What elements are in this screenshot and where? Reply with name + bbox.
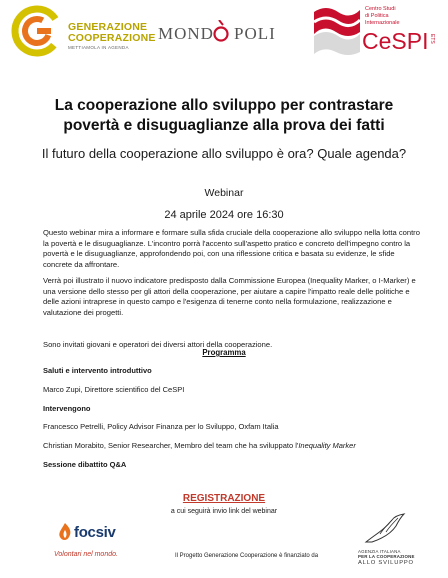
aics-line1: AGENZIA ITALIANA: [358, 549, 401, 554]
generazione-cooperazione-logo: [10, 4, 156, 56]
cespi-flag-icon: [310, 2, 362, 56]
aics-logo: [350, 512, 430, 574]
generazione-line2: COOPERAZIONE: [68, 32, 156, 44]
programma-speaker-morabito: [43, 441, 356, 450]
programma-saluti: Saluti e intervento introduttivo: [43, 366, 152, 375]
generazione-line1: GENERAZIONE: [68, 21, 148, 33]
event-date: 24 aprile 2024 ore 16:30: [164, 209, 284, 221]
cespi-fullname-line1: Centro Studi: [365, 6, 396, 12]
main-title-line1: La cooperazione allo sviluppo per contrastare: [54, 97, 394, 114]
header: [0, 0, 448, 62]
programma-intervengono: Intervengono: [43, 404, 91, 413]
mondopoli-right: POLI: [234, 24, 276, 43]
cespi-fullname-line3: Internazionale: [365, 20, 400, 26]
generazione-g-icon: [10, 4, 64, 58]
cespi-fullname: [365, 6, 400, 27]
focsiv-tagline: Volontari nel mondo.: [54, 551, 118, 558]
programma-heading: Programma: [202, 348, 246, 357]
aics-bird-icon: [362, 512, 408, 546]
mondopoli-logo: [158, 18, 278, 48]
cespi-name: CeSPI: [362, 28, 429, 54]
focsiv-flame-icon: [56, 522, 74, 544]
morabito-text: Christian Morabito, Senior Researcher, Membro del team che ha sviluppato l': [43, 441, 299, 450]
main-title-line2: povertà e disuguaglianze alla prova dei fatti: [63, 117, 385, 134]
event-type: Webinar: [204, 187, 244, 199]
cespi-logo: [310, 2, 445, 58]
inequality-marker-text: Inequality Marker: [298, 441, 356, 450]
programma-speaker-petrelli: Francesco Petrelli, Policy Advisor Finanza per lo Sviluppo, Oxfam Italia: [43, 422, 279, 431]
registration-note: a cui seguirà invio link del webinar: [170, 508, 278, 515]
programma-speaker-zupi: Marco Zupi, Direttore scientifico del CeSPI: [43, 385, 185, 394]
programma-sessione: Sessione dibattito Q&A: [43, 460, 127, 469]
subtitle: Il futuro della cooperazione allo sviluppo è ora? Quale agenda?: [41, 146, 407, 161]
aics-line2: PER LA COOPERAZIONE: [358, 554, 415, 559]
registration-link[interactable]: REGISTRAZIONE: [182, 493, 266, 504]
generazione-tagline: METTIAMOLA IN AGENDA: [68, 45, 129, 50]
description-paragraph-1: Questo webinar mira a informare e formare sulla sfida cruciale della cooperazione allo sviluppo nella lotta contro la povertà e le disuguaglianze. L'incontro porrà l'accento sull'aspetto pratico e concreto dell'impegno contro la povertà e le disuguaglianze, approfondendo poi, con una riflessione critica e basata su evidenze, le sfide concrete da affrontare.: [43, 228, 420, 269]
aics-line3: ALLO SVILUPPO: [358, 560, 414, 566]
cespi-fullname-line2: di Politica: [365, 13, 389, 19]
cespi-ets: ETS: [429, 34, 435, 44]
financing-note: Il Progetto Generazione Cooperazione è finanziato da: [175, 553, 319, 559]
mondopoli-o-icon: [213, 20, 229, 44]
mondopoli-left: MOND: [158, 24, 214, 43]
description-paragraph-3: Sono invitati giovani e operatori dei diversi attori della cooperazione.: [43, 340, 273, 349]
focsiv-name: focsiv: [74, 524, 116, 541]
description-paragraph-2: Verrà poi illustrato il nuovo indicatore predisposto dalla Commissione Europea (Inequality Marker, o I-Marker) e una versione dello stesso per gli attori della cooperazione, per aiutare a capire l'impatto reale delle politiche e delle azioni intraprese in questo campo e l'esigenza di tenerne conto nella formulazione, realizzazione e valutazione dei progetti.: [43, 276, 416, 317]
focsiv-logo: [52, 518, 132, 564]
